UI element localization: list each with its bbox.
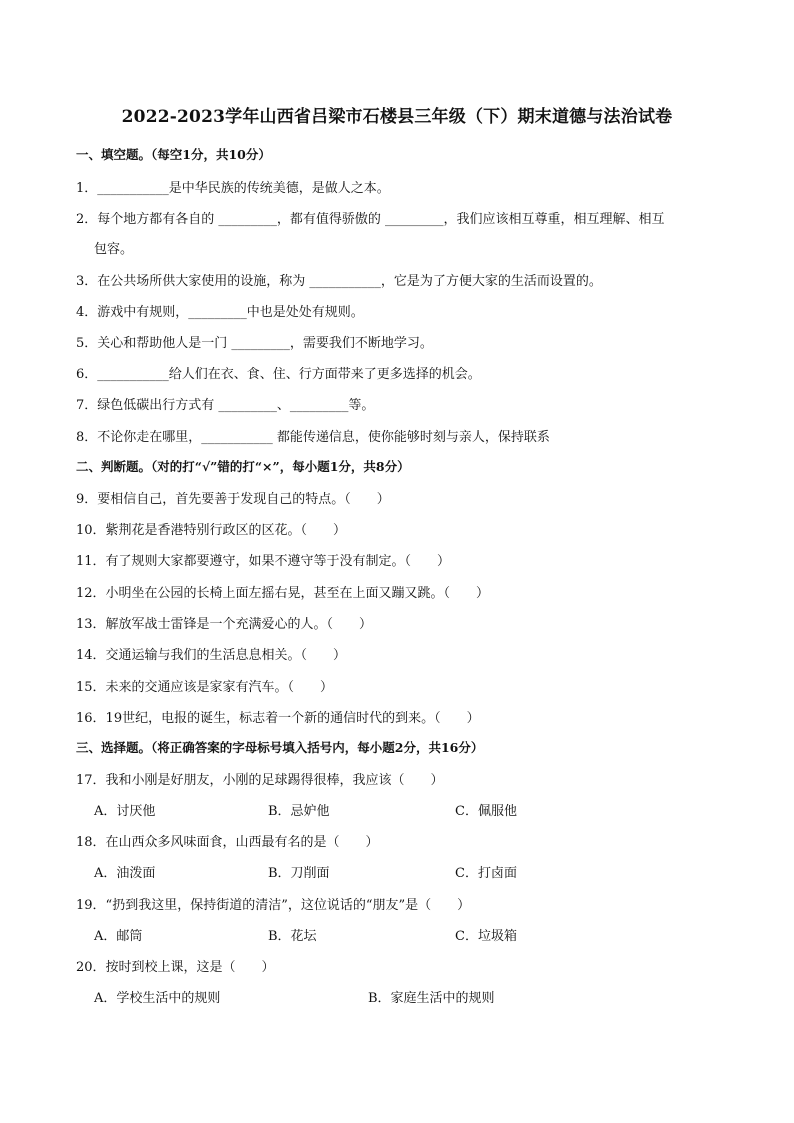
section-heading-fill-blank: 一、填空题。（每空1分，共10分） [76, 147, 271, 162]
question-15: 15．未来的交通应该是家家有汽车。（ ） [76, 680, 334, 695]
q18-option-c: C．打卤面 [455, 866, 517, 881]
question-1: 1．___________是中华民族的传统美德，是做人之本。 [76, 181, 390, 196]
question-2: 2．每个地方都有各自的 _________，都有值得骄傲的 _________，我们应该相互尊重，相互理解、相互 [76, 212, 665, 227]
q17-option-b: B．忌妒他 [268, 804, 330, 819]
question-3: 3．在公共场所供大家使用的设施，称为 ___________，它是为了方便大家的生活而设置的。 [76, 274, 602, 289]
question-4: 4．游戏中有规则，_________中也是处处有规则。 [76, 305, 364, 320]
question-17: 17．我和小刚是好朋友，小刚的足球踢得很棒，我应该（ ） [76, 773, 444, 788]
q17-option-a: A．讨厌他 [94, 804, 156, 819]
q20-option-a: A．学校生活中的规则 [94, 991, 221, 1006]
question-9: 9．要相信自己，首先要善于发现自己的特点。（ ） [76, 492, 390, 507]
question-13: 13．解放军战士雷锋是一个充满爱心的人。（ ） [76, 617, 373, 632]
question-10: 10．紫荆花是香港特别行政区的区花。（ ） [76, 523, 347, 538]
question-6: 6．___________给人们在衣、食、住、行方面带来了更多选择的机会。 [76, 367, 481, 382]
q17-option-c: C．佩服他 [455, 804, 517, 819]
page-title: 2022-2023学年山西省吕梁市石楼县三年级（下）期末道德与法治试卷 [121, 107, 673, 127]
section-heading-multiple-choice: 三、选择题。（将正确答案的字母标号填入括号内，每小题2分，共16分） [76, 740, 484, 755]
question-16: 16．19世纪，电报的诞生，标志着一个新的通信时代的到来。（ ） [76, 711, 480, 726]
question-5: 5．关心和帮助他人是一门 _________，需要我们不断地学习。 [76, 336, 433, 351]
question-19: 19．“扔到我这里，保持街道的清洁”，这位说话的“朋友”是（ ） [76, 898, 471, 913]
question-8: 8．不论你走在哪里，___________ 都能传递信息，使你能够时刻与亲人，保持联系 [76, 430, 550, 445]
q19-option-b: B．花坛 [268, 929, 317, 944]
q19-option-a: A．邮筒 [94, 929, 143, 944]
question-20: 20．按时到校上课，这是（ ） [76, 960, 275, 975]
section-heading-true-false: 二、判断题。（对的打“√”错的打“×”，每小题1分，共8分） [76, 459, 410, 474]
question-2-continuation: 包容。 [94, 242, 134, 257]
question-18: 18．在山西众多风味面食，山西最有名的是（ ） [76, 835, 379, 850]
q18-option-b: B．刀削面 [268, 866, 330, 881]
question-14: 14．交通运输与我们的生活息息相关。（ ） [76, 648, 347, 663]
question-7: 7．绿色低碳出行方式有 _________、_________等。 [76, 398, 375, 413]
question-12: 12．小明坐在公园的长椅上面左摇右晃，甚至在上面又蹦又跳。（ ） [76, 586, 490, 601]
q20-option-b: B．家庭生活中的规则 [368, 991, 495, 1006]
question-11: 11．有了规则大家都要遵守，如果不遵守等于没有制定。（ ） [76, 554, 451, 569]
q18-option-a: A．油泼面 [94, 866, 156, 881]
q19-option-c: C．垃圾箱 [455, 929, 517, 944]
